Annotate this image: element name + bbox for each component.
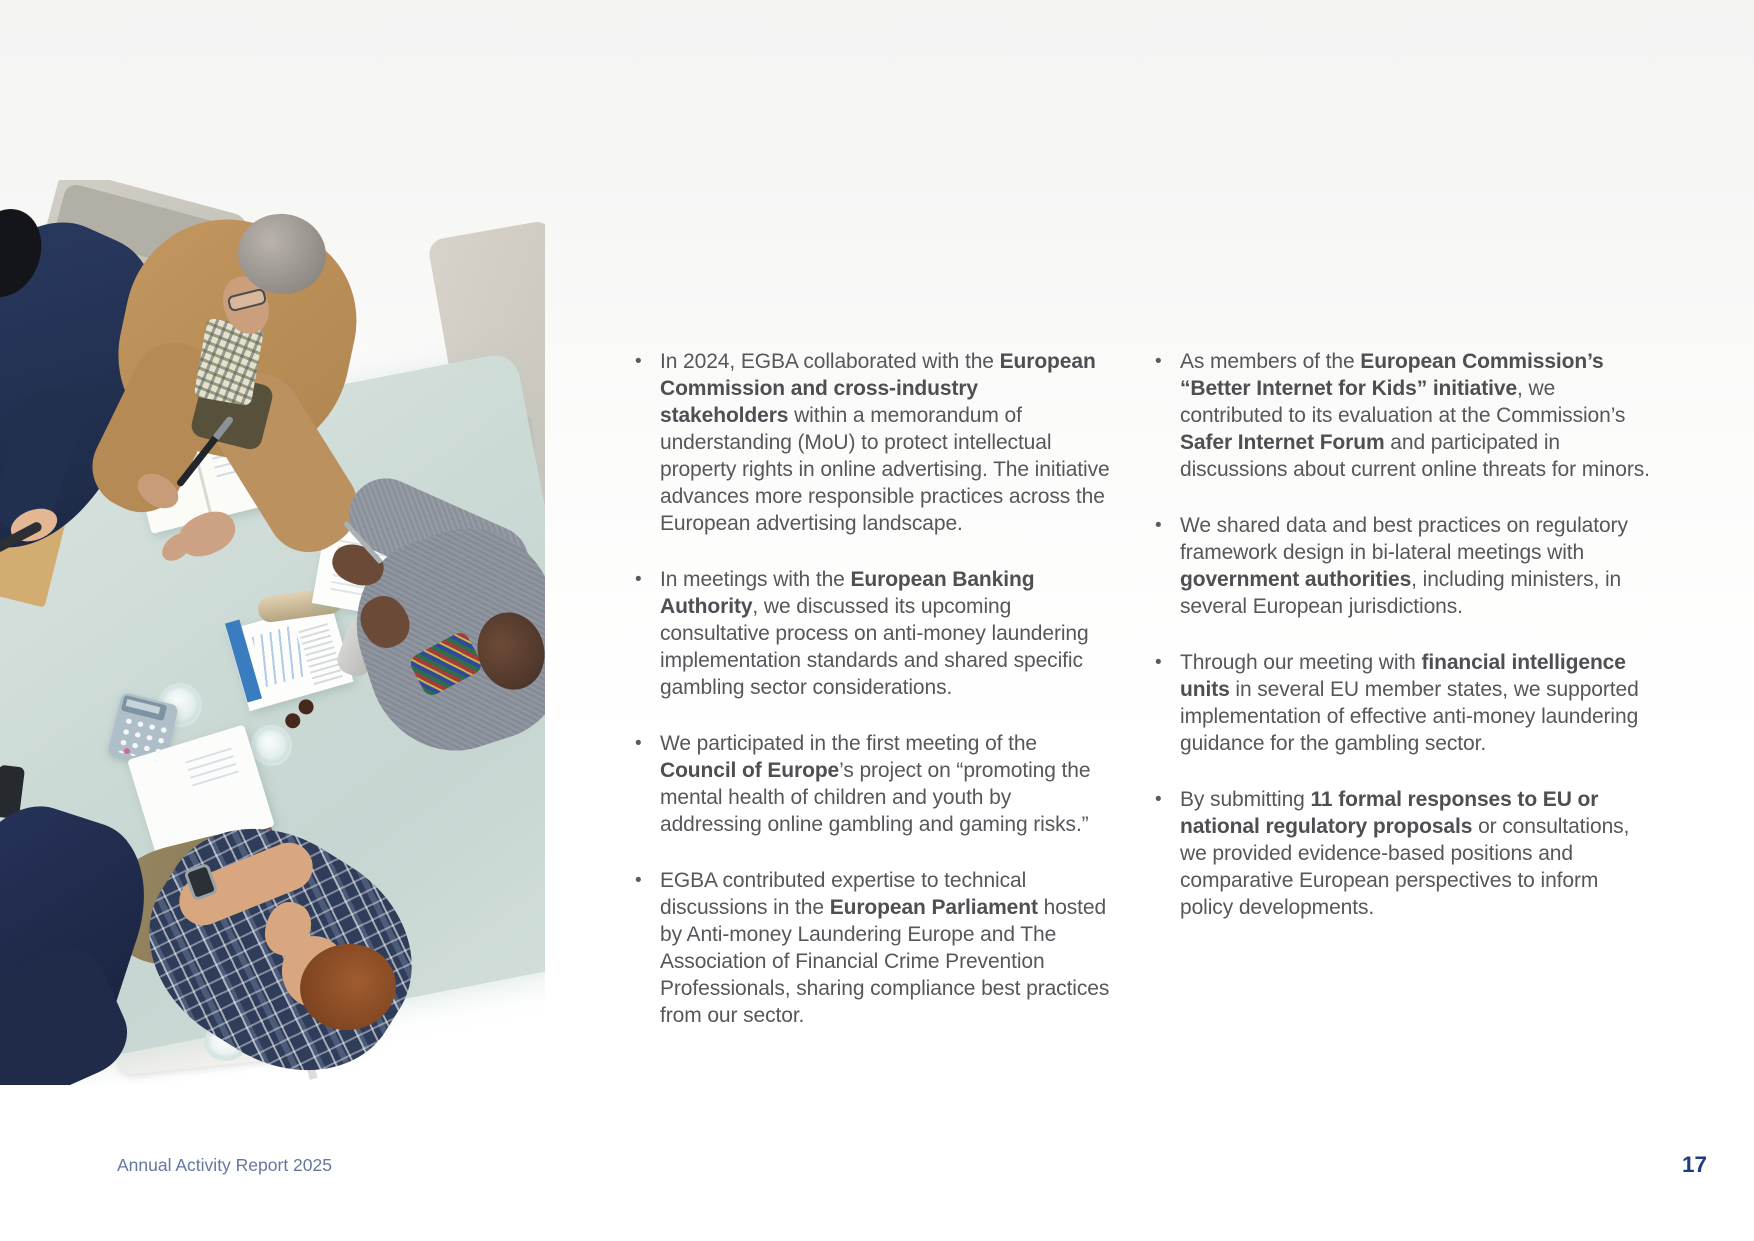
bullet-dot: • <box>1155 652 1162 673</box>
bullet-text: In 2024, EGBA collaborated with the European Commission and cross-industry stakeholders within a memorandum of understanding (MoU) to protect intellectual property rights in online advertising. The initiative advances more responsible practices across the European advertising landscape. <box>660 350 1110 535</box>
bullet-text: EGBA contributed expertise to technical discussions in the European Parliament hosted by Anti-money Laundering Europe and The Association of Financial Crime Prevention Professionals, sharing compliance best practices from our sector. <box>660 869 1110 1027</box>
bullet-item <box>1148 649 1653 757</box>
bullet-text: We participated in the first meeting of the Council of Europe’s project on “promoting the mental health of children and youth by addressing online gambling and gaming risks.” <box>660 732 1091 836</box>
bullet-text: In meetings with the European Banking Authority, we discussed its upcoming consultative process on anti-money laundering implementation standards and shared specific gambling sector considerations. <box>660 568 1089 699</box>
bullet-column-right <box>1148 348 1653 950</box>
bullet-dot: • <box>635 569 642 590</box>
bullet-item <box>628 730 1112 838</box>
bullet-item <box>628 867 1112 1029</box>
bullet-dot: • <box>635 351 642 372</box>
page-number: 17 <box>1682 1152 1708 1177</box>
bullet-column-left <box>628 348 1112 1058</box>
water-glass <box>251 725 292 766</box>
bullet-text: Through our meeting with financial intelligence units in several EU member states, we supported implementation of effective anti-money laundering guidance for the gambling sector. <box>1180 651 1639 755</box>
bullet-dot: • <box>1155 515 1162 536</box>
meeting-photo <box>0 180 545 1085</box>
bullet-dot: • <box>635 870 642 891</box>
bullet-item <box>1148 512 1653 620</box>
bullet-text: As members of the European Commission’s “Better Internet for Kids” initiative, we contributed to its evaluation at the Commission’s Safer Internet Forum and participated in discussions about current online threats for minors. <box>1180 350 1650 481</box>
bullet-item <box>1148 786 1653 921</box>
footer-report-title: Annual Activity Report 2025 <box>117 1155 332 1175</box>
bullet-text: We shared data and best practices on regulatory framework design in bi-lateral meetings with government authorities, including ministers, in several European jurisdictions. <box>1180 514 1628 618</box>
bullet-item <box>628 348 1112 537</box>
bullet-dot: • <box>635 733 642 754</box>
bullet-text: By submitting 11 formal responses to EU or national regulatory proposals or consultations, we provided evidence-based positions and comparative European perspectives to inform policy developments. <box>1180 788 1630 919</box>
bullet-item <box>628 566 1112 701</box>
bullet-dot: • <box>1155 351 1162 372</box>
bullet-dot: • <box>1155 789 1162 810</box>
bullet-item <box>1148 348 1653 483</box>
